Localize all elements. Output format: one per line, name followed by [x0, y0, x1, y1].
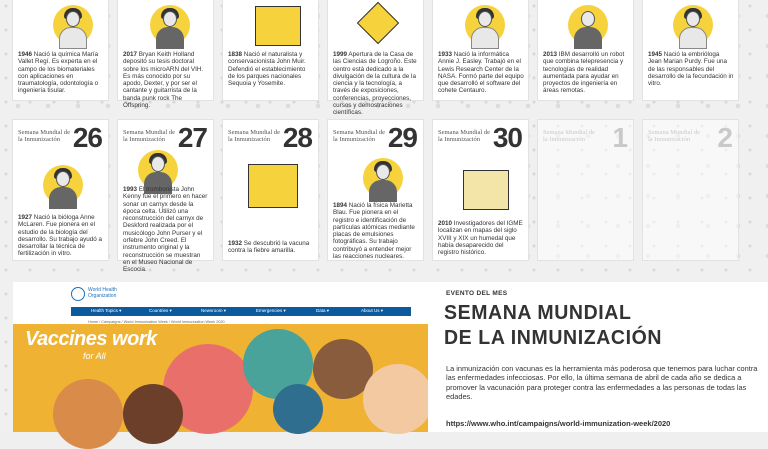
portrait-illustration [53, 5, 93, 45]
calendar-cell-2 [643, 120, 738, 260]
calendar-cell [538, 0, 633, 100]
day-number: 30 [492, 122, 522, 153]
who-nav-bar [71, 307, 411, 316]
event-body: La inmunización con vacunas es la herramienta más poderosa que tenemos para luchar contra las enfermedades infecciosas. Por ello, la última semana de abril de cada año se dedica a promover la vacunación para proteger contra las enfermedades a las personas de todas las edades. [446, 364, 758, 402]
who-logo-icon [71, 287, 85, 301]
calendar-cell [433, 0, 528, 100]
week-label: Semana Mundial de la Inmunización [648, 129, 700, 143]
who-org-name: World Health Organization [88, 287, 117, 299]
calendar-cell-1 [538, 120, 633, 260]
cell-text: 2010 Investigadores del IGME localizan en mapas del siglo XVIII y XIX un humedal que había desaparecido del registro histórico. [438, 220, 523, 257]
portrait-illustration [138, 150, 178, 190]
day-number: 2 [717, 122, 732, 153]
who-campaign-screenshot [13, 282, 428, 432]
week-label: Semana Mundial de la Inmunización [333, 129, 385, 143]
who-nav-item[interactable]: About Us ▾ [361, 308, 384, 313]
cell-text: 2017 Bryan Keith Holland depositó su tesis doctoral sobre los microARN del VIH. Es más conocido por su apodo, Dexter, y por ser el cantante y guitarrista de la banda punk rock The Offspring. [123, 51, 204, 110]
week-label: Semana Mundial de la Inmunización [543, 129, 595, 143]
event-panel [428, 282, 768, 432]
week-label: Semana Mundial de la Inmunización [123, 129, 175, 143]
who-nav-item[interactable]: Newsroom ▾ [201, 308, 227, 313]
robot-illustration [568, 5, 608, 45]
calendar-cell [13, 0, 108, 100]
calendar-cell-27 [118, 120, 213, 274]
calendar-cell [643, 0, 738, 100]
event-url-link[interactable]: https://www.who.int/campaigns/world-immunization-week/2020 [446, 419, 671, 428]
event-eyebrow: EVENTO DEL MES [446, 290, 508, 297]
calendar-cell [223, 0, 318, 100]
map-illustration [463, 170, 509, 210]
calendar-cell-29 [328, 120, 423, 260]
calendar-cell [328, 0, 423, 117]
cell-text: 1838 Nació el naturalista y conservacionista John Muir. Defendió el establecimiento de los parques nacionales Sequoia y Yosemite. [228, 51, 306, 88]
who-header [13, 282, 428, 304]
calendar-cell-30 [433, 120, 528, 260]
portrait-illustration [673, 5, 713, 45]
building-illustration [357, 2, 399, 44]
cell-text: 1927 Nació la bióloga Anne McLaren. Fue pionera en el estudio de la biología del desarrollo. Su trabajo ayudó a desarrollar la técnica de fertilización in vitro. [18, 214, 103, 258]
who-banner-illustration [13, 324, 428, 432]
cell-text: 1945 Nació la embrióloga Jean Marian Purdy. Fue una de las responsables del desarrollo de la fecundación in vitro. [648, 51, 734, 88]
cell-text: 1894 Nació la física Marietta Blau. Fue pionera en el registro e identificación de partículas atómicas mediante placas de emulsiones fotográficas. Su trabajo contribuyó a entender mejor las reacciones nucleares. [333, 202, 415, 261]
who-breadcrumb: Home / Campaigns / World Immunization Week / World Immunization Week 2020 [88, 320, 225, 324]
portrait-illustration [43, 165, 83, 205]
cell-text: 1993 El trombonista John Kenny fue el primero en hacer sonar un carnyx desde la época celta. Utilizó una reconstrucción del carnyx de Deskford realizada por el musicólogo John Purser y el orfebre John Creed. El instrumento original y la reconstrucción se muestran en el Museo Nacional de Escocia. [123, 186, 208, 274]
calendar-cell [118, 0, 213, 110]
cell-text: 1933 Nació la informática Annie J. Easley. Trabajó en el Lewis Research Center de la NASA. Formó parte del equipo que desarrolló el software del cohete Centauro. [438, 51, 524, 95]
day-number: 26 [72, 122, 102, 153]
day-number: 1 [612, 122, 627, 153]
who-nav-item[interactable]: Data ▾ [316, 308, 330, 313]
week-label: Semana Mundial de la Inmunización [228, 129, 280, 143]
day-number: 29 [387, 122, 417, 153]
cell-text: 1932 Se descubrió la vacuna contra la fiebre amarilla. [228, 240, 310, 255]
who-banner-subtitle: for All [83, 351, 106, 361]
day-number: 28 [282, 122, 312, 153]
cell-text: 2013 IBM desarrolló un robot que combina telepresencia y tecnologías de realidad aumentada para ayudar en proyectos de ingeniería en áreas remotas. [543, 51, 625, 95]
calendar-cell-28 [223, 120, 318, 260]
who-banner-title: Vaccines work [25, 328, 157, 350]
day-number: 27 [177, 122, 207, 153]
who-nav-item[interactable]: Countries ▾ [149, 308, 172, 313]
portrait-illustration [150, 5, 190, 45]
who-nav-item[interactable]: Emergencies ▾ [256, 308, 286, 313]
cell-text: 1999 Apertura de la Casa de las Ciencias de Logroño. Este centro está dedicado a la divulgación de la cultura de la ciencia y la tecnología, a través de exposiciones, conferencias, proyecciones, cursos y demostraciones científicas. [333, 51, 417, 117]
portrait-illustration [465, 5, 505, 45]
week-label: Semana Mundial de la Inmunización [438, 129, 490, 143]
week-label: Semana Mundial de la Inmunización [18, 129, 70, 143]
event-title: SEMANA MUNDIAL DE LA INMUNIZACIÓN [444, 301, 663, 350]
cell-text: 1946 Nació la química María Vallet Regí. Es experta en el campo de los biomateriales con aplicaciones en traumatología, odontología o ingeniería tisular. [18, 51, 99, 95]
who-nav-item[interactable]: Health Topics ▾ [91, 308, 122, 313]
portrait-illustration [363, 158, 403, 198]
portrait-illustration [255, 6, 301, 46]
mosquito-illustration [248, 164, 298, 208]
calendar-cell-26 [13, 120, 108, 260]
